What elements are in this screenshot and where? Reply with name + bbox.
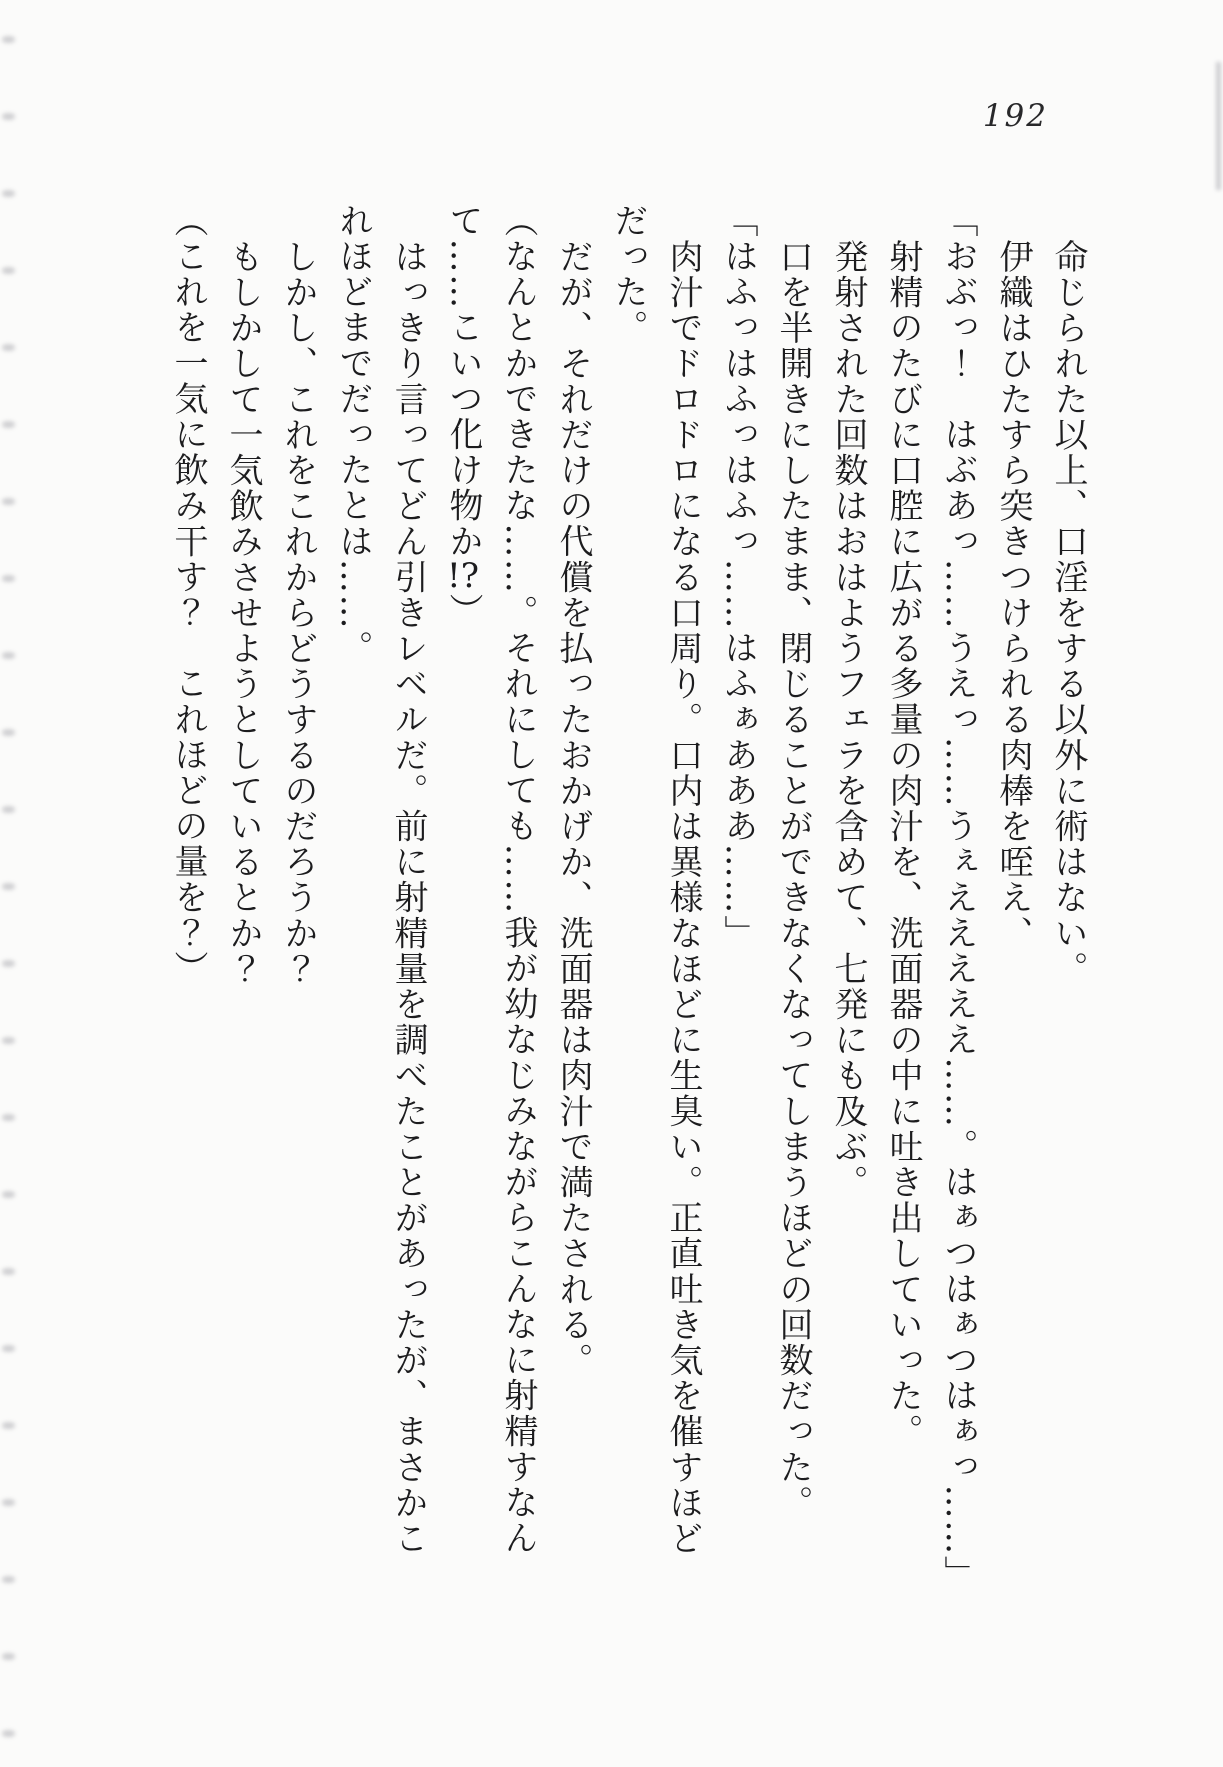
- scan-artifact: [2, 36, 15, 43]
- page-number: 192: [982, 98, 1048, 134]
- scan-artifact: [2, 652, 15, 659]
- text-line: 「おぶっ！ はぶあっ……うえっ……うぇえええええ……。はぁつはぁつはぁっ……」: [938, 203, 978, 1592]
- text-line: だが、それだけの代償を払ったおかげか、洗面器は肉汁で満たされる。: [553, 239, 593, 1379]
- scan-artifact: [2, 190, 15, 197]
- scan-artifact: [2, 1499, 15, 1506]
- scan-artifact: [2, 1653, 15, 1660]
- scan-artifact: [2, 575, 15, 582]
- text-line: 「はふっはふっはふっ……はふぁあああ……」: [718, 203, 758, 951]
- text-line: 伊織はひたすら突きつけられる肉棒を咥え、: [993, 239, 1033, 951]
- text-block: [160, 203, 1095, 1595]
- text-line: 口を半開きにしたまま、閉じることができなくなってしまうほどの回数だった。: [773, 239, 813, 1521]
- text-line: 肉汁でドロドロになる口周り。口内は異様なほどに生臭い。正直吐き気を催すほど: [663, 239, 703, 1557]
- text-line: だった。: [608, 203, 648, 346]
- text-line: もしかして一気飲みさせようとしているとか？: [223, 239, 263, 987]
- scan-artifact: [2, 1422, 15, 1429]
- scan-artifact: [2, 883, 15, 890]
- scan-artifact: [2, 1268, 15, 1275]
- scan-artifact-right-edge: [1216, 62, 1221, 190]
- scan-artifact: [2, 960, 15, 967]
- scan-artifact: [2, 1345, 15, 1352]
- text-line: しかし、これをこれからどうするのだろうか？: [278, 239, 318, 987]
- text-line: 射精のたびに口腔に広がる多量の肉汁を、洗面器の中に吐き出していった。: [883, 239, 923, 1450]
- scan-artifact: [2, 421, 15, 428]
- text-line: （これを一気に飲み干す？ これほどの量を？）: [168, 203, 208, 987]
- scan-artifact: [2, 729, 15, 736]
- text-line: はっきり言ってどん引きレベルだ。前に射精量を調べたことがあったが、まさかこ: [388, 239, 428, 1557]
- scan-artifact: [2, 267, 15, 274]
- scan-artifact: [2, 806, 15, 813]
- tatechuyoko: !?: [447, 559, 479, 593]
- text-line: 命じられた以上、口淫をする以外に術はない。: [1048, 239, 1088, 987]
- scan-artifact: [2, 1576, 15, 1583]
- scan-artifact: [2, 344, 15, 351]
- scan-artifact: [2, 498, 15, 505]
- scan-artifact: [2, 1037, 15, 1044]
- text-line: （なんとかできたな……。それにしても……我が幼なじみながらこんなに射精すなん: [498, 203, 538, 1556]
- scan-artifact: [2, 113, 15, 120]
- scan-artifact: [2, 1114, 15, 1121]
- text-line: 発射された回数はおはようフェラを含めて、七発にも及ぶ。: [828, 239, 868, 1201]
- text-line: て……こいつ化け物か!?）: [443, 203, 483, 629]
- text-line: れほどまでだったとは……。: [333, 203, 373, 666]
- scan-artifact: [2, 1191, 15, 1198]
- scan-artifact: [2, 1730, 15, 1737]
